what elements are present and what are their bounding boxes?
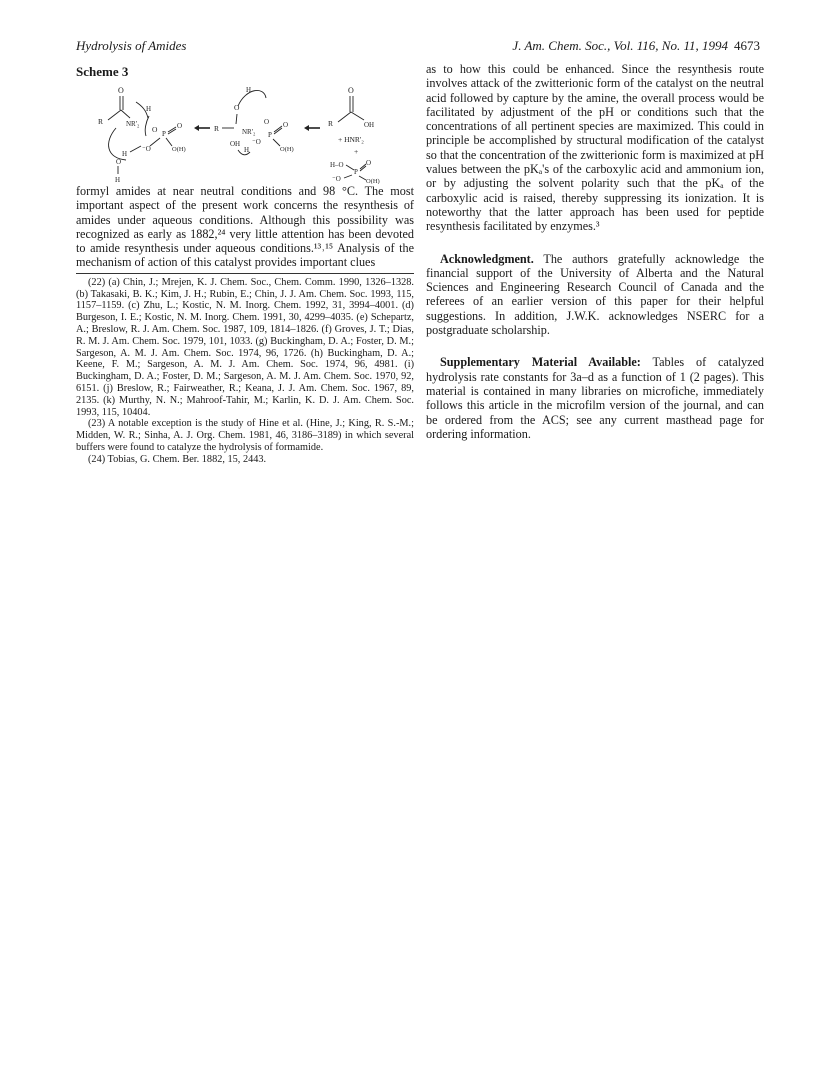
svg-text:H–O: H–O xyxy=(330,161,344,169)
running-head-citation xyxy=(512,38,760,54)
svg-text:P: P xyxy=(354,168,358,176)
supplementary-text: Tables of catalyzed hydrolysis rate constants for 3a–d as a function of 1 (2 pages). This material is contained in many libraries on microfiche, immediately follows this article in the microfilm version of the journal, and can be ordered from the ACS; see any current masthead page for ordering information. xyxy=(426,355,764,441)
svg-text:H: H xyxy=(146,105,152,113)
svg-text:O: O xyxy=(283,121,289,129)
svg-text:O: O xyxy=(116,158,122,166)
scheme-3-diagram xyxy=(76,80,414,184)
svg-text:R: R xyxy=(98,117,104,126)
reference-22: (22) (a) Chin, J.; Mrejen, K. J. Chem. Soc., Chem. Comm. 1990, 1326–1328. (b) Takasaki, B. K.; Kim, J. H.; Rubin, E.; Chin, J. J. Am. Chem. Soc. 1993, 115, 1157–1159. (c) Zhu, L.; Kostic, N. M. Inorg. Chem. 1992, 31, 3994–4001. (d) Burgeson, I. E.; Kostic, N. M. Inorg. Chem. 1991, 30, 4299–4035. (e) Schepartz, A.; Breslow, R. J. Am. Chem. Soc. 1987, 109, 1814–1826. (f) Groves, J. T.; Dias, R. M. J. Am. Chem. Soc. 1979, 101, 1033. (g) Buckingham, D. A.; Foster, D. M.; Sargeson, A. M. J. Am. Chem. Soc. 1974, 96, 1726. (h) Buckingham, D. A.; Keene, F. M.; Sargeson, A. M. J. Am. Chem. Soc. 1974, 96, 4981. (i) Buckingham, D. A.; Foster, D. M.; Sargeson, A. M. J. Am. Chem. Soc. 1970, 92, 6151. (j) Breslow, R.; Fairweather, R.; Keana, J. J. Am. Chem. Soc. 1967, 89, 2135. (k) Murthy, N. N.; Mahroof-Tahir, M.; Karlin, K. D. J. Am. Chem. Soc. 1993, 115, 10404. xyxy=(76,276,414,418)
supplementary-heading: Supplementary Material Available: xyxy=(440,355,641,370)
svg-text:O: O xyxy=(264,118,270,126)
acknowledgment-paragraph xyxy=(426,252,764,338)
left-column xyxy=(76,62,414,466)
svg-text:O: O xyxy=(366,159,372,167)
page-number: 4673 xyxy=(734,38,760,53)
right-column xyxy=(426,62,764,441)
structure-products xyxy=(328,86,380,184)
svg-text:NR'₂: NR'₂ xyxy=(126,120,140,128)
svg-text:H: H xyxy=(246,86,252,94)
journal-citation: J. Am. Chem. Soc., Vol. 116, No. 11, 1994 xyxy=(512,38,728,53)
svg-text:NR'₂: NR'₂ xyxy=(242,128,256,136)
svg-text:O(H): O(H) xyxy=(280,146,294,153)
svg-text:O: O xyxy=(234,103,240,112)
svg-text:P: P xyxy=(268,131,272,139)
left-body-text: formyl amides at near neutral conditions and 98 °C. The most important aspect of the present work concerns the resynthesis of amides under aqueous conditions. Although this possibility was recognized as early as 1882,²⁴ very little attention has been devoted to amide resynthesis under aqueous conditions.¹³˒¹⁵ Analysis of the mechanism of action of this catalyst provides important clues xyxy=(76,184,414,270)
reference-23: (23) A notable exception is the study of Hine et al. (Hine, J.; King, R. S.-M.; Midden, W. R.; Sinha, A. J. Org. Chem. 1981, 46, 3186–3189) in which several buffers were found to catalyze the hydrolysis of formamide. xyxy=(76,418,414,453)
footnote-rule xyxy=(76,273,414,274)
equilibrium-arrow-1 xyxy=(194,125,210,131)
structure-amide-complex xyxy=(98,86,186,184)
section-gap xyxy=(426,234,764,252)
svg-text:OH: OH xyxy=(364,121,375,129)
scheme-label: Scheme 3 xyxy=(76,64,129,79)
references xyxy=(76,277,414,466)
svg-text:O(H): O(H) xyxy=(366,178,380,184)
svg-text:O(H): O(H) xyxy=(172,146,186,153)
reference-24: (24) Tobias, G. Chem. Ber. 1882, 15, 2443. xyxy=(88,453,267,465)
svg-text:R: R xyxy=(328,119,334,128)
supplementary-paragraph xyxy=(426,355,764,441)
svg-text:H: H xyxy=(244,146,250,154)
svg-text:O: O xyxy=(177,122,183,130)
svg-text:OH: OH xyxy=(230,140,241,148)
right-body-text: as to how this could be enhanced. Since the resynthesis route involves attack of the zwitterionic form of the catalyst on the neutral acid followed by capture by the amine, the overall process would be facilitated by adjustment of the pH or conditions such that the concentrations of all pertinent species are maximized. This could in principle be accomplished by structural modification of the catalyst so that the concentration of the zwitterionic form is maximized at pH values between the pKₐ's of the carboxylic acid and ammonium ion, or by adjusting the solvent polarity such that the pKₐ of the carboxylic acid is raised, thereby suppressing its ionization. It is noteworthy that the latter approach has been used for peptide resynthesis facilitated by enzymes.³ xyxy=(426,62,764,234)
svg-text:⁻O: ⁻O xyxy=(142,145,151,153)
svg-text:H: H xyxy=(115,176,121,184)
section-gap-2 xyxy=(426,337,764,355)
acknowledgment-text: The authors gratefully acknowledge the financial support of the University of Alberta and the Natural Sciences and Engineering Research Council of Canada and the referees of an earlier version of this paper for their helpful suggestions. In addition, J.W.K. acknowledges NSERC for a postgraduate scholarship. xyxy=(426,251,764,338)
svg-text:⁻O: ⁻O xyxy=(332,175,341,183)
acknowledgment-heading: Acknowledgment. xyxy=(440,251,534,266)
running-head-title: Hydrolysis of Amides xyxy=(76,38,187,53)
product-amine: + HNR'₂ xyxy=(338,135,364,144)
svg-text:O: O xyxy=(348,86,354,95)
svg-text:P: P xyxy=(162,130,166,138)
svg-text:O: O xyxy=(118,86,124,95)
product-plus: + xyxy=(354,147,359,156)
svg-text:O: O xyxy=(152,125,158,134)
svg-text:⁻O: ⁻O xyxy=(252,138,261,146)
structure-tetrahedral-intermediate xyxy=(214,86,294,155)
svg-text:H: H xyxy=(122,150,128,158)
equilibrium-arrow-2 xyxy=(304,125,320,131)
svg-text:R: R xyxy=(214,124,220,133)
